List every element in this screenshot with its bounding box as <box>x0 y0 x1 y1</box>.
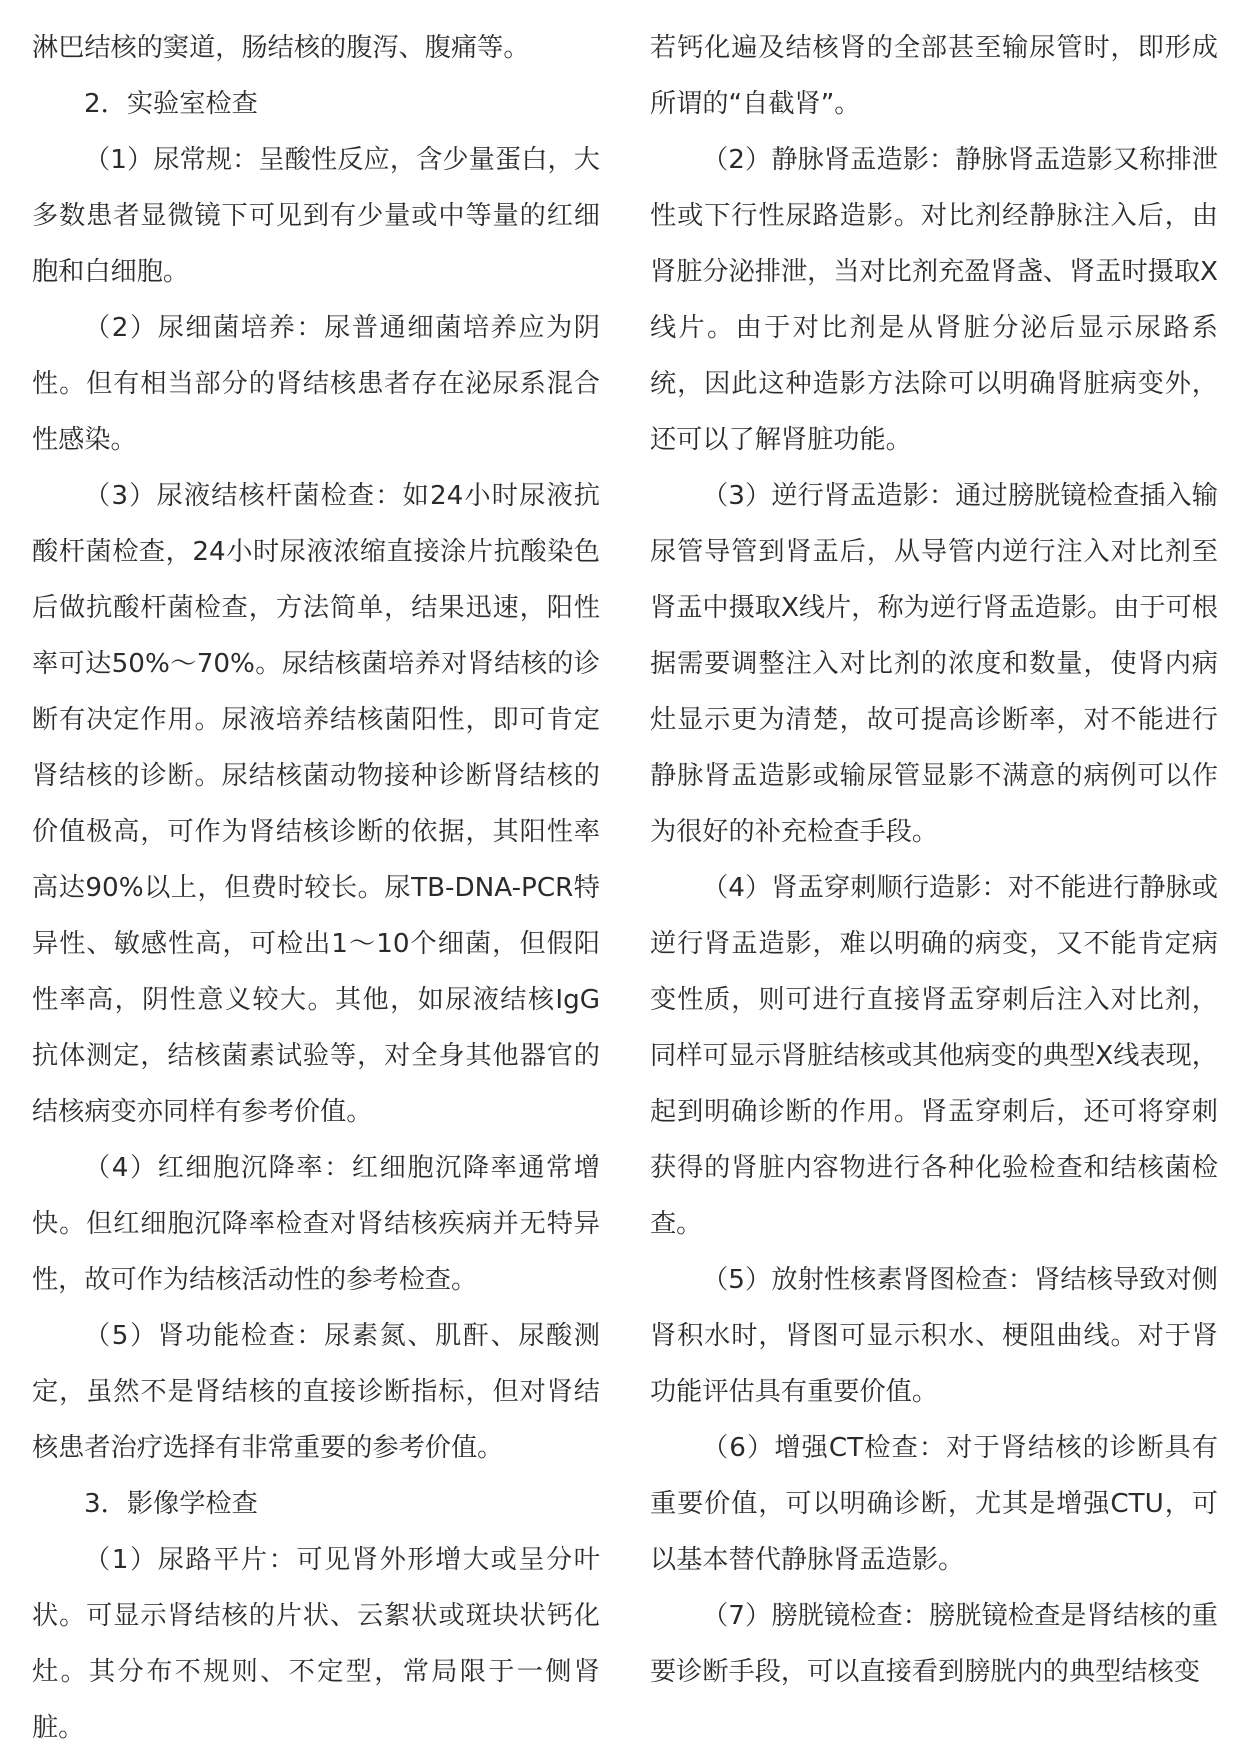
paragraph-renal-function: （5）肾功能检查：尿素氮、肌酐、尿酸测定，虽然不是肾结核的直接诊断指标，但对肾结核患者治疗选择有非常重要的参考价值。 <box>32 1321 600 1463</box>
paragraph-ivp: （2）静脉肾盂造影：静脉肾盂造影又称排泄性或下行性尿路造影。对比剂经静脉注入后，由肾脏分泌排泄，当对比剂充盈肾盏、肾盂时摄取X线片。由于对比剂是从肾脏分泌后显示尿路系统，因此这种造影方法除可以明确肾脏病变外，还可以了解肾脏功能。 <box>650 145 1218 455</box>
section-heading-imaging: 3．影像学检查 <box>84 1489 258 1519</box>
paragraph-tb-bacillus-test: （3）尿液结核杆菌检查：如24小时尿液抗酸杆菌检查，24小时尿液浓缩直接涂片抗酸染色后做抗酸杆菌检查，方法简单，结果迅速，阳性率可达50%～70%。尿结核菌培养对肾结核的诊断有决定作用。尿液培养结核菌阳性，即可肯定肾结核的诊断。尿结核菌动物接种诊断肾结核的价值极高，可作为肾结核诊断的依据，其阳性率高达90%以上，但费时较长。尿TB-DNA-PCR特异性、敏感性高，可检出1～10个细菌，但假阳性率高，阴性意义较大。其他，如尿液结核IgG抗体测定，结核菌素试验等，对全身其他器官的结核病变亦同样有参考价值。 <box>32 481 600 1127</box>
paragraph-urine-routine: （1）尿常规：呈酸性反应，含少量蛋白，大多数患者显微镜下可见到有少量或中等量的红细胞和白细胞。 <box>32 145 600 287</box>
paragraph-urine-culture: （2）尿细菌培养：尿普通细菌培养应为阴性。但有相当部分的肾结核患者存在泌尿系混合性感染。 <box>32 313 600 455</box>
paragraph-enhanced-ct: （6）增强CT检查：对于肾结核的诊断具有重要价值，可以明确诊断，尤其是增强CTU，可以基本替代静脉肾盂造影。 <box>650 1433 1218 1575</box>
paragraph-continuation: 淋巴结核的窦道，肠结核的腹泻、腹痛等。 <box>32 33 530 63</box>
paragraph-retrograde-pyelography: （3）逆行肾盂造影：通过膀胱镜检查插入输尿管导管到肾盂后，从导管内逆行注入对比剂至肾盂中摄取X线片，称为逆行肾盂造影。由于可根据需要调整注入对比剂的浓度和数量，使肾内病灶显示更为清楚，故可提高诊断率，对不能进行静脉肾盂造影或输尿管显影不满意的病例可以作为很好的补充检查手段。 <box>650 481 1218 847</box>
paragraph-esr: （4）红细胞沉降率：红细胞沉降率通常增快。但红细胞沉降率检查对肾结核疾病并无特异性，故可作为结核活动性的参考检查。 <box>32 1153 600 1295</box>
paragraph-continuation-right: 若钙化遍及结核肾的全部甚至输尿管时，即形成所谓的“自截肾”。 <box>650 33 1218 119</box>
paragraph-antegrade-pyelography: （4）肾盂穿刺顺行造影：对不能进行静脉或逆行肾盂造影，难以明确的病变，又不能肯定病变性质，则可进行直接肾盂穿刺后注入对比剂，同样可显示肾脏结核或其他病变的典型X线表现，起到明确诊断的作用。肾盂穿刺后，还可将穿刺获得的肾脏内容物进行各种化验检查和结核菌检查。 <box>650 873 1218 1239</box>
paragraph-cystoscopy: （7）膀胱镜检查：膀胱镜检查是肾结核的重要诊断手段，可以直接看到膀胱内的典型结核变 <box>650 1601 1218 1687</box>
left-column <box>32 20 600 1756</box>
paragraph-kub-film: （1）尿路平片：可见肾外形增大或呈分叶状。可显示肾结核的片状、云絮状或斑块状钙化灶。其分布不规则、不定型，常局限于一侧肾脏。 <box>32 1545 600 1743</box>
right-column <box>650 20 1218 1700</box>
paragraph-renogram: （5）放射性核素肾图检查：肾结核导致对侧肾积水时，肾图可显示积水、梗阻曲线。对于肾功能评估具有重要价值。 <box>650 1265 1218 1407</box>
section-heading-lab-tests: 2．实验室检查 <box>84 89 258 119</box>
